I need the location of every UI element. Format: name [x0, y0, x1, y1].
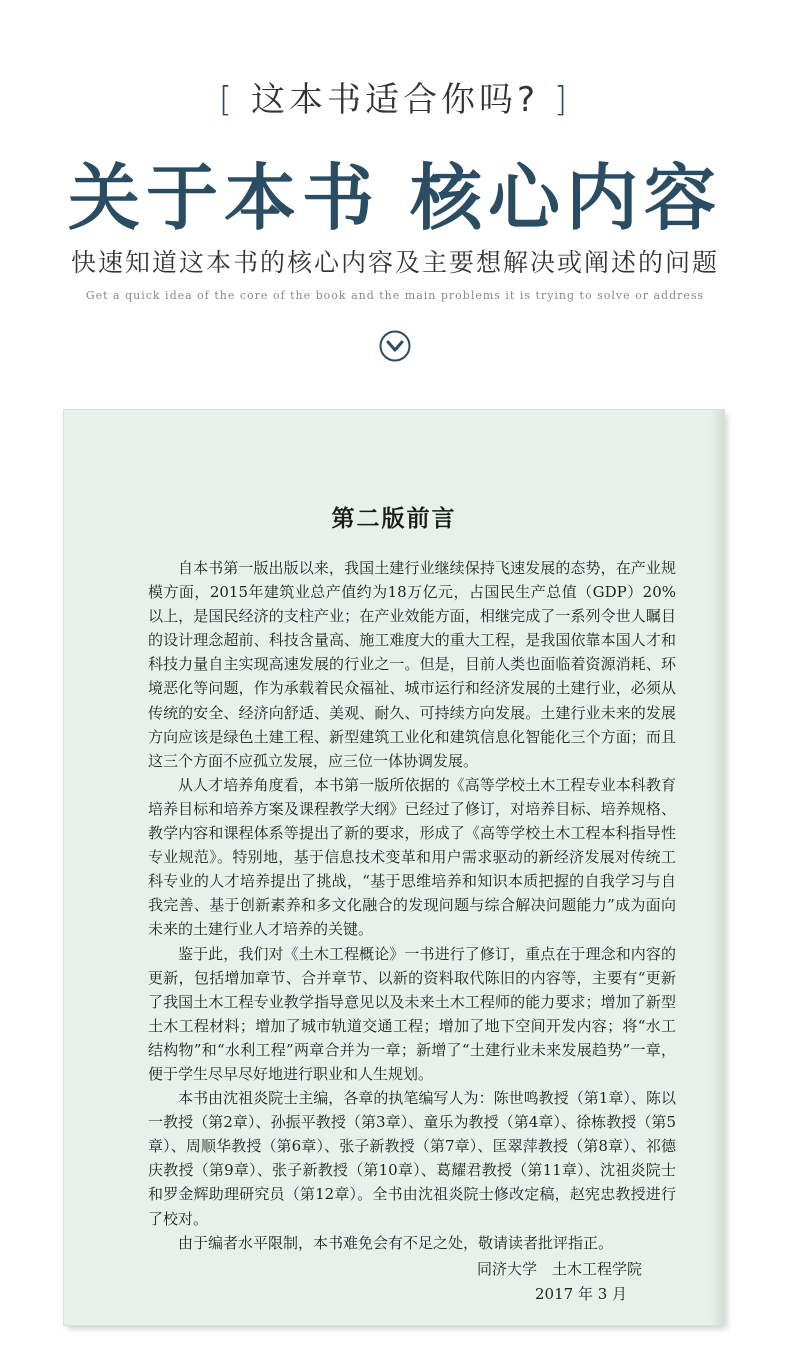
page-edge-shadow: [710, 410, 724, 1325]
paragraph: 从人才培养角度看，本书第一版所依据的《高等学校土木工程专业本科教育培养目标和培养方案及课程教学大纲》已经过了修订，对培养目标、培养规格、教学内容和课程体系等提出了新的要求，形成了《高等学校土木工程本科指导性专业规范》。特别地，基于信息技术变革和用户需求驱动的新经济发展对传统工科专业的人才培养提出了挑战，“基于思维培养和知识本质把握的自我学习与自我完善、基于创新素养和多文化融合的发现问题与综合解决问题能力”成为面向未来的土建行业人才培养的关键。: [148, 775, 676, 939]
signature-date: 2017 年 3 月: [535, 1285, 628, 1303]
subtitle-english: Get a quick idea of the core of the book and the main problems it is trying to solve or address: [85, 289, 705, 302]
main-title: [0, 140, 790, 244]
main-title-part1: 关于本书: [67, 155, 380, 240]
main-title-part2: 核心内容: [410, 155, 723, 240]
bracket-close: ]: [553, 80, 572, 120]
paragraph: 鉴于此，我们对《土木工程概论》一书进行了修订，重点在于理念和内容的更新，包括增加章节、合并章节、以新的资料取代陈旧的内容等，主要有“更新了我国土木工程专业教学指导意见以及未来土木工程师的能力要求；增加了新型土木工程材料；增加了城市轨道交通工程；增加了地下空间开发内容；将“水工结构物”和“水利工程”两章合并为一章；新增了“土建行业未来发展趋势”一章，便于学生尽早尽好地进行职业和人生规划。: [148, 944, 676, 1083]
kicker-text: 这本书适合你吗?: [250, 80, 540, 120]
document-title: 第二版前言: [331, 506, 457, 532]
subtitle: 快速知道这本书的核心内容及主要想解决或阐述的问题: [70, 248, 719, 277]
bracket-open: [: [218, 80, 237, 120]
document-body: [148, 556, 676, 1255]
paragraph: 由于编者水平限制，本书难免会有不足之处，敬请读者批评指正。: [178, 1233, 614, 1252]
section-kicker: [0, 72, 790, 121]
chevron-down-circle-icon[interactable]: [379, 330, 411, 362]
paragraph: 本书由沈祖炎院士主编，各章的执笔编写人为：陈世鸣教授（第1章）、陈以一教授（第2章）、孙振平教授（第3章）、童乐为教授（第4章）、徐栋教授（第5章）、周顺华教授（第6章）、张子新教授（第7章）、匡翠萍教授（第8章）、祁德庆教授（第9章）、张子新教授（第10章）、葛耀君教授（第11章）、沈祖炎院士和罗金辉助理研究员（第12章）。全书由沈祖炎院士修改定稿，赵宪忠教授进行了校对。: [148, 1089, 676, 1228]
signature-org: 同济大学 土木工程学院: [477, 1260, 643, 1278]
intro-header: [0, 0, 790, 400]
book-page-photo: [64, 410, 724, 1325]
paragraph: 自本书第一版出版以来，我国土建行业继续保持飞速发展的态势，在产业规模方面，2015年建筑业总产值约为18万亿元，占国民生产总值（GDP）20%以上，是国民经济的支柱产业；在产业效能方面，相继完成了一系列令世人瞩目的设计理念超前、科技含量高、施工难度大的重大工程，是我国依靠本国人才和科技力量自主实现高速发展的行业之一。但是，目前人类也面临着资源消耗、环境恶化等问题，作为承载着民众福祉、城市运行和经济发展的土建行业，必须从传统的安全、经济向舒适、美观、耐久、可持续方向发展。土建行业未来的发展方向应该是绿色土建工程、新型建筑工业化和建筑信息化智能化三个方面；而且这三个方面不应孤立发展，应三位一体协调发展。: [148, 559, 676, 770]
